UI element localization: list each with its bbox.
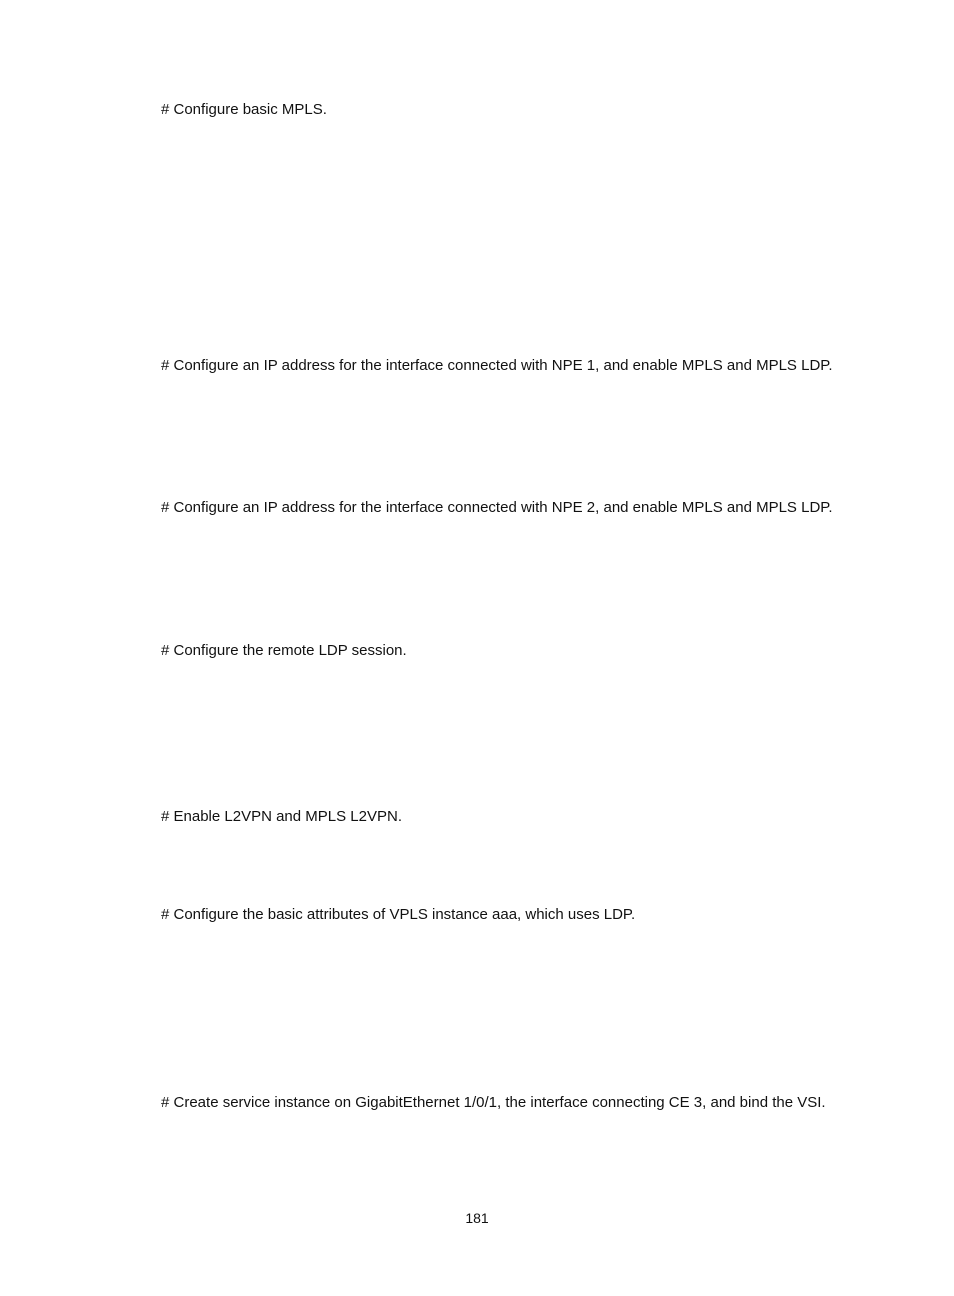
step-enable-l2vpn: # Enable L2VPN and MPLS L2VPN. [161,808,402,825]
page-number: 181 [465,1210,489,1226]
step-configure-basic-mpls: # Configure basic MPLS. [161,101,327,118]
step-configure-npe1-interface: # Configure an IP address for the interface connected with NPE 1, and enable MPLS and MPLS LDP. [161,357,833,374]
step-create-service-instance: # Create service instance on GigabitEthernet 1/0/1, the interface connecting CE 3, and bind the VSI. [161,1094,826,1111]
step-configure-npe2-interface: # Configure an IP address for the interface connected with NPE 2, and enable MPLS and MPLS LDP. [161,499,833,516]
step-configure-remote-ldp-session: # Configure the remote LDP session. [161,642,407,659]
step-configure-vpls-instance: # Configure the basic attributes of VPLS instance aaa, which uses LDP. [161,906,636,923]
